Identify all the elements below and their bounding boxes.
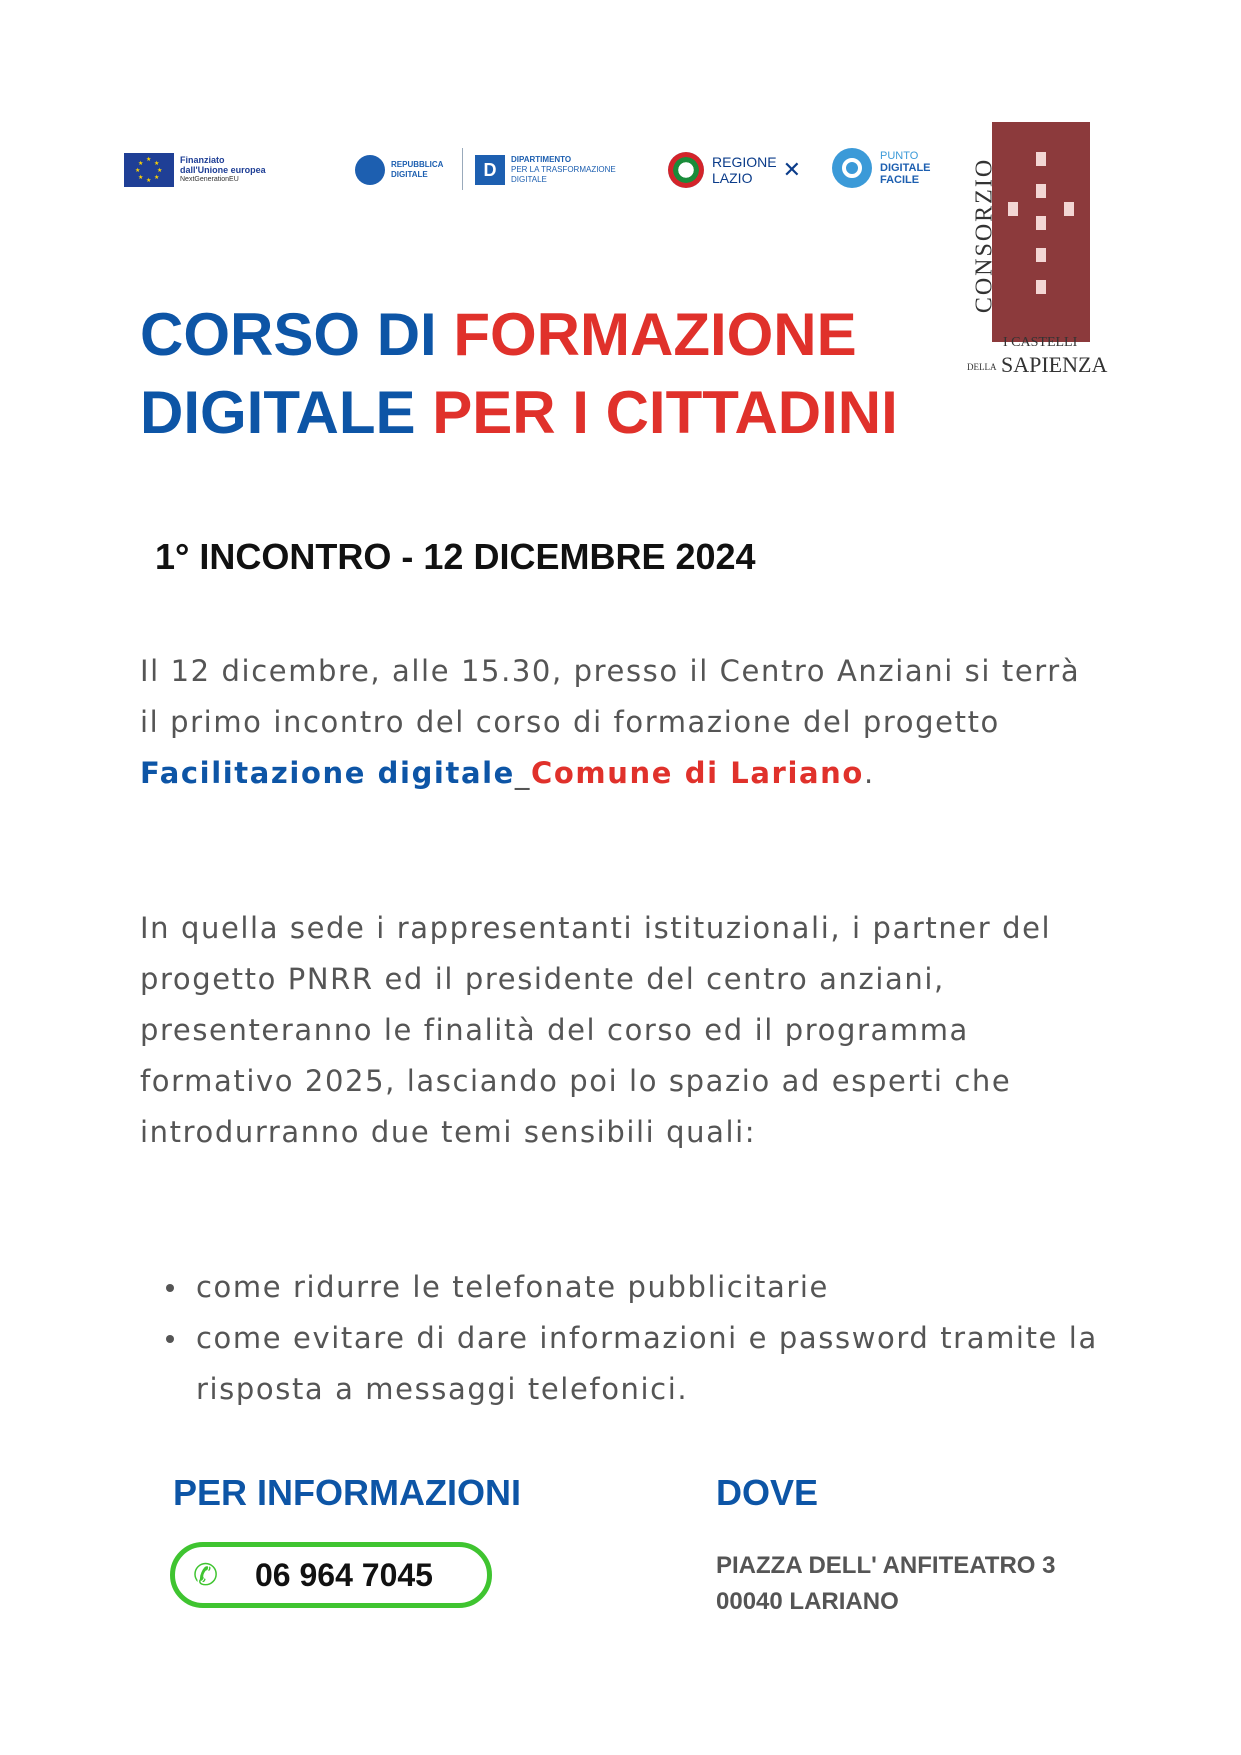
consorzio-vertical-text: CONSORZIO (971, 157, 998, 314)
page-title (140, 296, 1000, 452)
eu-logo-text (180, 155, 266, 185)
repubblica-digitale-logo (355, 150, 470, 190)
tower-icon (992, 122, 1090, 342)
eu-line1: Finanziato (180, 155, 225, 165)
project-name-red: Comune di Lariano (531, 756, 864, 790)
consorzio-castelli: I CASTELLI (1003, 335, 1078, 350)
punto-line3: FACILE (880, 174, 920, 186)
phone-button[interactable] (170, 1542, 492, 1608)
eu-line2: dall'Unione europea (180, 165, 266, 175)
punto-line1: PUNTO (880, 150, 919, 162)
intro-period: . (863, 756, 875, 790)
event-date-subtitle: 1° INCONTRO - 12 DICEMBRE 2024 (155, 536, 756, 577)
location-heading: DOVE (716, 1472, 819, 1513)
dipartimento-line2: PER LA TRASFORMAZIONE (511, 165, 616, 174)
phone-number: 06 964 7045 (255, 1556, 433, 1593)
project-name-blue: Facilitazione digitale (140, 756, 515, 790)
topics-list (160, 1262, 1120, 1415)
dipartimento-line1: DIPARTIMENTO (511, 155, 572, 164)
title-line1-red: FORMAZIONE (453, 301, 857, 368)
project-name-separator: _ (514, 756, 532, 790)
info-heading: PER INFORMAZIONI (173, 1472, 521, 1513)
eu-logo (124, 150, 294, 190)
lazio-line2: LAZIO (712, 170, 753, 186)
details-paragraph: In quella sede i rappresentanti istituzionali, i partner del progetto PNRR ed il presidente del centro anziani, presenteranno le finalità del corso ed il programma formativo 2025, lasciando poi lo spazio ad esperti che introdurranno due temi sensibili quali: (140, 911, 1052, 1149)
intro-paragraph (140, 646, 1100, 799)
consorzio-della: DELLA (967, 362, 997, 372)
logo-divider (462, 148, 463, 190)
address (716, 1548, 1055, 1620)
title-line1-blue: CORSO DI (140, 301, 454, 368)
dipartimento-logo (475, 150, 655, 190)
repubblica-line2: DIGITALE (391, 170, 428, 179)
consorzio-sapienza: SAPIENZA (1001, 352, 1108, 377)
repubblica-line1: REPUBBLICA (391, 160, 444, 169)
dipartimento-line3: DIGITALE (511, 175, 547, 184)
lazio-crest-icon (668, 152, 704, 188)
punto-line2: DIGITALE (880, 162, 931, 174)
intro-text: Il 12 dicembre, alle 15.30, presso il Centro Anziani si terrà il primo incontro del corso di formazione del progetto (140, 654, 1081, 739)
eu-flag-icon: ★ ★ ★ ★ ★ ★ ★ ★ (124, 153, 174, 187)
lazio-line1: REGIONE (712, 154, 777, 170)
title-line2-blue: DIGITALE (140, 379, 433, 446)
title-line2-red: PER I CITTADINI (432, 379, 898, 446)
punto-digitale-facile-logo (832, 146, 947, 190)
italy-map-icon (355, 155, 385, 185)
regione-lazio-logo (668, 148, 813, 192)
eu-line3: NextGenerationEU (180, 176, 239, 183)
dipartimento-d-icon: D (475, 155, 505, 185)
list-item: come evitare di dare informazioni e password tramite la risposta a messaggi telefonici. (160, 1313, 1120, 1415)
lazio-x-icon: ✕ (782, 157, 802, 182)
address-line1: PIAZZA DELL' ANFITEATRO 3 (716, 1552, 1056, 1579)
list-item: come ridurre le telefonate pubblicitarie (160, 1262, 1120, 1313)
address-line2: 00040 LARIANO (716, 1588, 899, 1615)
map-pin-search-icon (832, 148, 872, 188)
phone-icon: ✆ (193, 1558, 219, 1592)
